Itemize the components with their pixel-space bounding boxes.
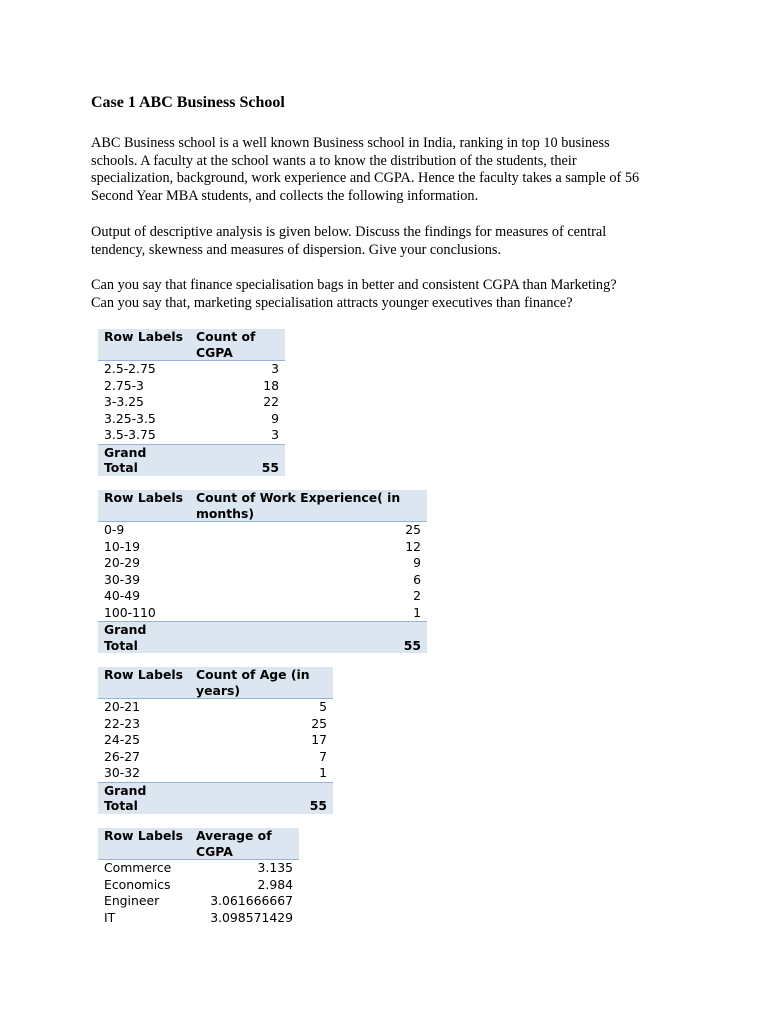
grand-total-value: 55 [190,622,427,654]
question-line: Can you say that, marketing specialisation attracts younger executives than finance? [91,294,573,311]
row-value: 22 [263,394,279,409]
grand-total-row [98,444,285,476]
row-value: 9 [413,555,421,570]
table-row [98,699,333,716]
task-paragraph [91,224,676,259]
table-row [98,765,333,782]
intro-line: Second Year MBA students, and collects the following information. [91,187,479,204]
grand-total-row [98,782,333,814]
row-label: 3-3.25 [104,394,144,409]
row-label: 20-29 [104,555,141,570]
table-header-row [98,329,285,361]
value-header: Count of Work Experience( in months) [190,490,427,522]
table-row [98,539,427,556]
table-row [98,555,427,572]
row-value: 9 [271,410,279,426]
row-labels-header: Row Labels [98,329,190,361]
row-value: 18 [263,377,279,393]
table-header-row [98,667,333,699]
row-label: 20-21 [104,699,141,714]
row-value: 25 [405,522,421,537]
row-label: Commerce [104,860,172,875]
grand-total-label: Grand Total [98,782,190,814]
grand-total-label: Grand Total [98,444,190,476]
row-value: 3.135 [257,860,293,875]
row-labels-header: Row Labels [98,667,190,699]
table-row [98,522,427,539]
value-header: Count of CGPA [190,329,285,361]
table-row [98,427,285,444]
grand-total-value: 55 [190,782,333,814]
row-value: 3 [271,427,279,442]
row-value: 2.984 [257,876,293,892]
cgpa-count-table [98,329,285,476]
row-value: 3.061666667 [210,893,293,908]
grand-total-row [98,622,427,654]
age-count-table [98,667,333,814]
table-row [98,361,285,378]
row-label: 10-19 [104,538,141,554]
row-value: 25 [311,715,327,731]
row-value: 3.098571429 [210,909,293,925]
table-row [98,605,427,622]
row-label: 30-32 [104,765,141,780]
table-row [98,860,299,877]
table-row [98,378,285,395]
table-row [98,411,285,428]
grand-total-value: 55 [190,444,285,476]
row-labels-header: Row Labels [98,490,190,522]
intro-line: specialization, background, work experience and CGPA. Hence the faculty takes a sample of 56 [91,170,640,186]
row-value: 12 [405,538,421,554]
table-header-row [98,490,427,522]
row-value: 17 [311,732,327,747]
row-value: 7 [319,748,327,764]
row-value: 6 [413,571,421,587]
row-label: 24-25 [104,732,141,747]
row-label: 100-110 [104,604,156,620]
row-value: 2 [413,588,421,603]
task-line: tendency, skewness and measures of dispersion. Give your conclusions. [91,241,502,258]
row-label: 2.5-2.75 [104,361,156,376]
row-value: 5 [319,699,327,714]
row-value: 3 [271,361,279,376]
intro-line: schools. A faculty at the school wants a to know the distribution of the students, their [91,152,577,169]
row-value: 1 [319,765,327,780]
row-label: 30-39 [104,571,141,587]
row-label: 26-27 [104,748,141,764]
intro-line: ABC Business school is a well known Business school in India, ranking in top 10 business [91,135,610,151]
work-experience-count-table [98,490,427,653]
table-row [98,572,427,589]
row-label: IT [104,909,116,925]
table-row [98,394,285,411]
table-row [98,877,299,894]
table-header-row [98,828,299,860]
row-label: 0-9 [104,522,125,537]
row-value: 1 [413,604,421,620]
task-line: Output of descriptive analysis is given below. Discuss the findings for measures of central [91,224,607,240]
grand-total-label: Grand Total [98,622,190,654]
row-label: Economics [104,876,171,892]
table-row [98,716,333,733]
table-row [98,893,299,910]
question-line: Can you say that finance specialisation bags in better and consistent CGPA than Marketing? [91,277,617,293]
question-paragraph [91,277,676,312]
table-row [98,749,333,766]
page-title: Case 1 ABC Business School [91,94,285,111]
average-cgpa-table [98,828,299,926]
table-row [98,588,427,605]
table-row [98,732,333,749]
row-labels-header: Row Labels [98,828,190,860]
value-header: Average of CGPA [190,828,299,860]
row-label: 3.5-3.75 [104,427,156,442]
row-label: 40-49 [104,588,141,603]
row-label: 2.75-3 [104,377,144,393]
row-label: 22-23 [104,715,141,731]
table-row [98,910,299,927]
intro-paragraph [91,135,676,205]
row-label: Engineer [104,893,160,908]
value-header: Count of Age (in years) [190,667,333,699]
row-label: 3.25-3.5 [104,410,156,426]
